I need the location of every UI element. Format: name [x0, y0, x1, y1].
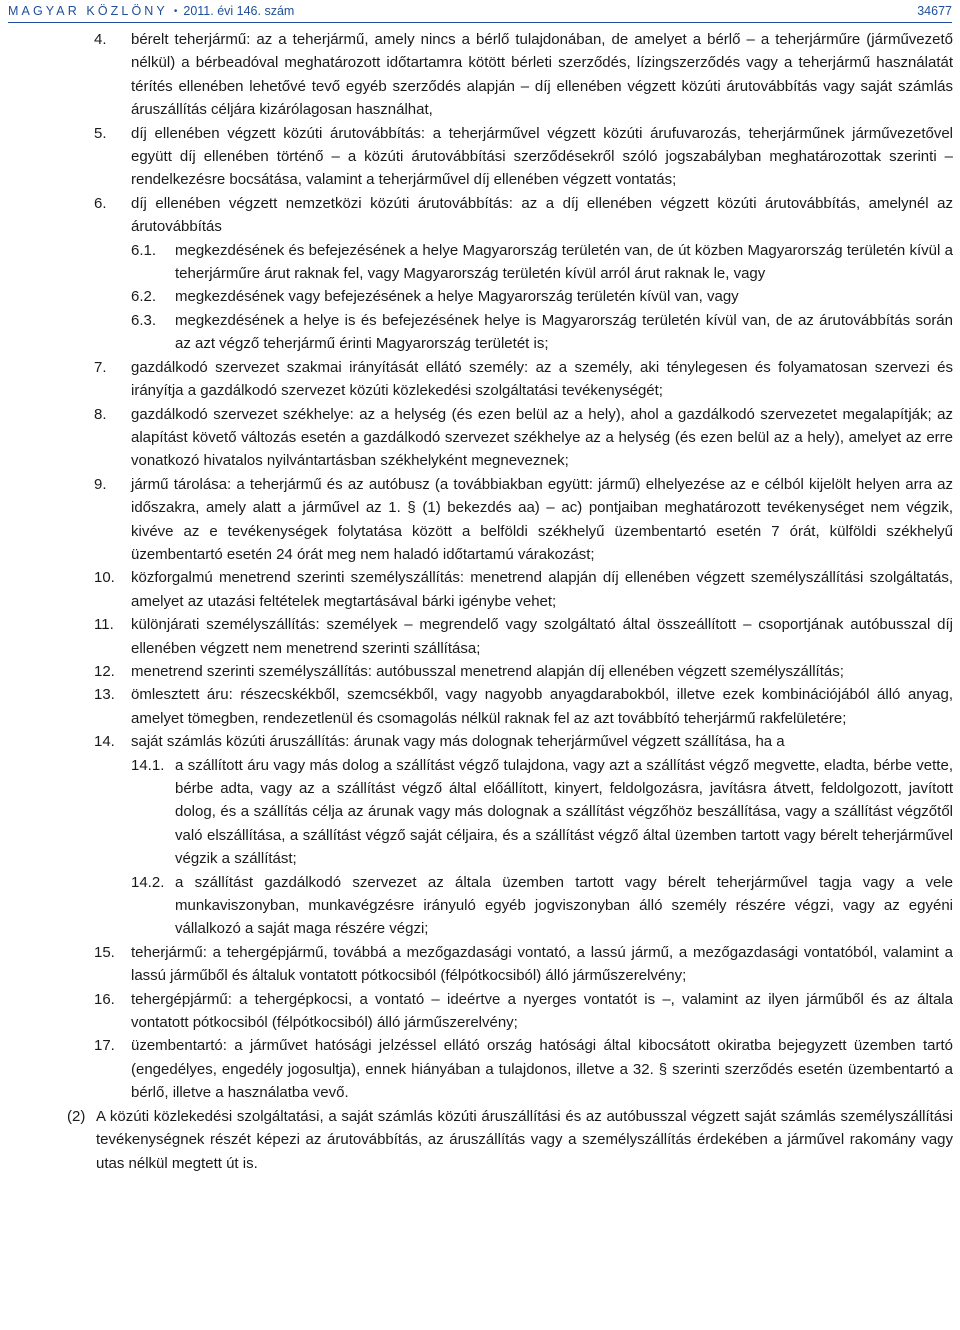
list-item-6: [94, 192, 953, 239]
list-item-11: [94, 613, 953, 660]
item-text: jármű tárolása: a teherjármű és az autóbusz (a továbbiakban együtt: jármű) elhelyezése az e célból kijelölt helyen arra az időszakra, amely alatt a járművel az 1. § (1) bekezdés aa) – ac) pontjaiban meghatározott tevékenységet nem végzik, kivéve az e tevékenységek folytatása között a belföldi székhelyű üzembentartó esetén 7 órát, külföldi székhelyű üzembentartó esetén 24 órát meg nem haladó időtartamú várakozást;: [131, 475, 953, 563]
item-text: gazdálkodó szervezet szakmai irányítását ellátó személy: az a személy, aki ténylegesen és folyamatosan szervezi és irányítja a gazdálkodó szervezet közúti közlekedési szolgáltatási tevékenységét;: [131, 358, 953, 400]
item-number: 13.: [94, 686, 115, 704]
list-item-15: [94, 941, 953, 988]
sub-item-number: 6.3.: [131, 311, 157, 329]
paragraph-text: A közúti közlekedési szolgáltatási, a saját számlás közúti áruszállítási és az autóbusszal végzett saját számlás személyszállítási tevékenységnek részét képezi az árutovábbítás, az áruszállítás vagy a személyszállítás érdekében a járművel rakomány vagy utas nélkül megtett út is.: [96, 1107, 953, 1172]
sub-item-text: megkezdésének és befejezésének a helye Magyarország területén van, de út közben Magyarország területén kívül a teherjárműre árut raknak fel, vagy Magyarország területén kívül arról árut raknak le, vagy: [175, 241, 953, 283]
list-item-10: [94, 566, 953, 613]
page-header: [8, 0, 952, 22]
item-text: ömlesztett áru: részecskékből, szemcsékből, vagy nagyobb anyagdarabokból, illetve ezek kombinációjából álló anyag, amelyet tömegben, rendezetlenül és csomagolás nélkül raknak fel az azt továbbító teherjármű rakfelületére;: [131, 686, 953, 727]
item-text: tehergépjármű: a tehergépkocsi, a vontató – ideértve a nyerges vontatót is –, valamint az ilyen járműből és az általa vontatott pótkocsiból (félpótkocsiból) álló járműszerelvény;: [131, 990, 953, 1032]
sub-item-text: megkezdésének a helye is és befejezésének helye is Magyarország területén kívül van, de az árutovábbítás során az azt végző teherjármű érinti Magyarország területét is;: [175, 311, 953, 353]
list-item-16: [94, 988, 953, 1035]
item-text: menetrend szerinti személyszállítás: autóbusszal menetrend alapján díj ellenében végzett személyszállítás;: [131, 662, 844, 680]
item-number: 12.: [94, 662, 115, 680]
item-number: 6.: [94, 194, 107, 212]
sub-item-text: a szállított áru vagy más dolog a szállítást végző tulajdona, vagy azt a szállítást végző megvette, eladta, bérbe vette, bérbe adta, vagy az a szállítást végző által előállított, kinyert, feldolgozásra, javításra átvett, feldolgozott, javított dolog, és a szállítás célja az árunak vagy más dolognak a szállítást végzőhöz beszállítása, vagy a szállítást végzőtől való elszállítása, a szállítást végző saját céljaira, és a szállítást végző által üzemben tartott vagy bérelt teherjárművel végzik a szállítást;: [175, 756, 953, 868]
sub-item-number: 6.1.: [131, 241, 157, 259]
sub-item-text: a szállítást gazdálkodó szervezet az általa üzemben tartott vagy bérelt teherjárművel tagja vagy a vele munkaviszonyban, munkavégzésre irányuló egyéb jogviszonyban álló személy részére végzi, vagy az egyéni vállalkozó a saját maga részére végzi;: [175, 873, 953, 938]
document-body: [0, 28, 960, 1175]
sub-item-number: 14.2.: [131, 873, 165, 891]
item-number: 10.: [94, 569, 115, 587]
item-number: 17.: [94, 1037, 115, 1055]
item-text: saját számlás közúti áruszállítás: árunak vagy más dolognak teherjárművel végzett szállítása, ha a: [131, 733, 785, 751]
item-number: 5.: [94, 124, 107, 142]
item-text: díj ellenében végzett közúti árutovábbítás: a teherjárművel végzett közúti árufuvarozás, teherjárműnek járművezetővel együtt díj ellenében történő – a közúti árutovábbítási szerződésekről szóló jogszabályban meghatározottak szerinti – rendelkezésre bocsátása, valamint a teherjárművel díj ellenében végzett vontatás;: [131, 124, 953, 189]
item-text: díj ellenében végzett nemzetközi közúti árutovábbítás: az a díj ellenében végzett közúti árutovábbítás, amelynél az árutovábbítás: [131, 194, 953, 236]
item-number: 4.: [94, 31, 107, 48]
list-item-4: [94, 28, 953, 122]
item-text: különjárati személyszállítás: személyek – megrendelő vagy szolgáltató által összeállított – csoportjának autóbusszal díj ellenében végzett nem menetrend szerinti szállítása;: [131, 616, 953, 657]
sub-item-number: 6.2.: [131, 288, 157, 306]
issue-label: 2011. évi 146. szám: [183, 4, 295, 18]
sub-item-number: 14.1.: [131, 756, 165, 774]
item-text: közforgalmú menetrend szerinti személyszállítás: menetrend alapján díj ellenében végzett személyszállítási szolgáltatás, amelyet az utazási feltételek megtartásával bárki igénybe vehet;: [131, 569, 953, 610]
sub-item-6-2: [131, 285, 953, 308]
item-number: 9.: [94, 475, 107, 493]
list-item-9: [94, 473, 953, 567]
item-text: üzembentartó: a járművet hatósági jelzéssel ellátó ország hatósági által kibocsátott okiratba bejegyzett üzemben tartó (engedélyes, engedély jogosultja), ennek hiányában a tulajdonos, illetve a 32. § szerinti szerződés esetén üzembentartó a bérlő, illetve a használatba vevő.: [131, 1037, 953, 1102]
page-number: 34677: [917, 4, 952, 18]
item-number: 14.: [94, 733, 115, 751]
item-number: 16.: [94, 990, 115, 1008]
sub-item-6-3: [131, 309, 953, 356]
sub-item-text: megkezdésének vagy befejezésének a helye Magyarország területén kívül van, vagy: [175, 288, 739, 306]
list-item-5: [94, 122, 953, 192]
sub-item-14-1: [131, 754, 953, 871]
paragraph-number: (2): [67, 1107, 86, 1125]
header-rule: [8, 22, 952, 23]
sub-item-6-1: [131, 239, 953, 286]
item-text: teherjármű: a tehergépjármű, továbbá a mezőgazdasági vontató, a lassú jármű, a mezőgazdasági vontatóból, valamint a lassú járműből és általuk vontatott pótkocsiból (félpótkocsiból) álló járműszerelvény;: [131, 943, 953, 985]
item-number: 8.: [94, 405, 107, 423]
paragraph-2: [67, 1105, 953, 1175]
item-text: gazdálkodó szervezet székhelye: az a helység (és ezen belül az a hely), ahol a gazdálkodó szervezetet megalapítják; az alapítást követő változás esetén a gazdálkodó szervezet székhelye az a helység (és ezen belül az a hely), amelyet az erre vonatkozó hivatalos nyilvántartásban székhelyként megneveznek;: [131, 405, 953, 470]
list-item-17: [94, 1034, 953, 1104]
list-item-12: [94, 660, 953, 683]
sub-item-14-2: [131, 871, 953, 941]
list-item-7: [94, 356, 953, 403]
bullet-separator: •: [173, 5, 178, 17]
list-item-13: [94, 683, 953, 730]
item-text: bérelt teherjármű: az a teherjármű, amely nincs a bérlő tulajdonában, de amelyet a bérlő – a teherjárműre (járművezető nélkül) a bérbeadóval meghatározott időtartamra kötött bérleti szerződés, lízingszerződés vagy a teherjármű használatát térítés ellenében lehetővé tevő egyéb szerződés alapján – díj ellenében végzett közúti árutovábbítás vagy saját számlás áruszállítás céljára kizárólagosan használhat,: [131, 31, 953, 119]
list-item-8: [94, 403, 953, 473]
item-number: 15.: [94, 943, 115, 961]
item-number: 11.: [94, 616, 114, 634]
list-item-14: [94, 730, 953, 753]
header-left: [8, 4, 294, 18]
item-number: 7.: [94, 358, 107, 376]
journal-title: MAGYAR KÖZLÖNY: [8, 4, 168, 18]
